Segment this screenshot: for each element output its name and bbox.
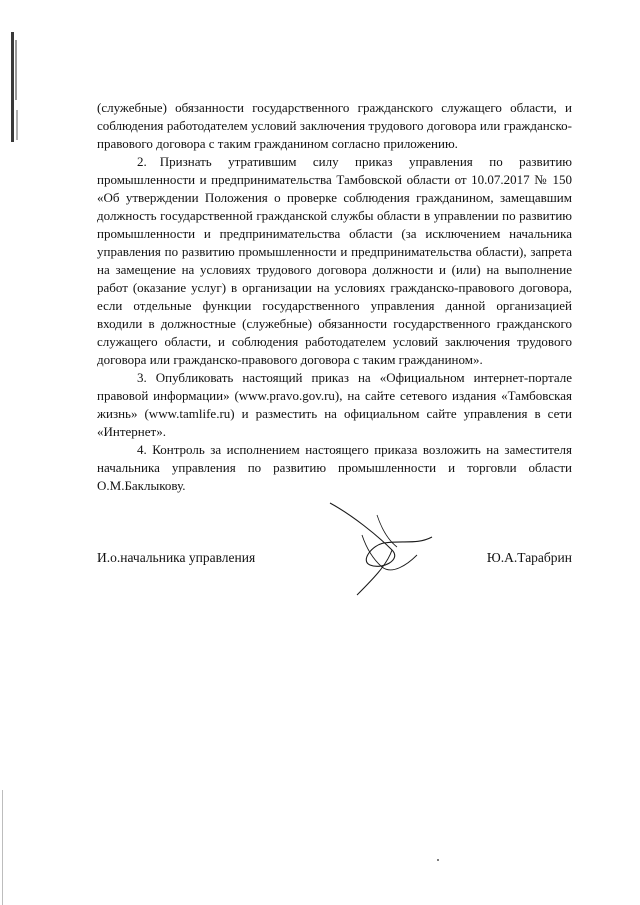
handwritten-signature (322, 495, 442, 605)
document-body (97, 99, 572, 495)
paragraph-item-4: 4. Контроль за исполнением настоящего приказа возложить на заместителя начальника управления по развитию промышленности и торговли области О.М.Баклыкову. (97, 442, 572, 493)
scan-edge-mark (10, 30, 20, 150)
signer-name: Ю.А.Тарабрин (486, 550, 572, 565)
scan-speck (437, 859, 439, 861)
paragraph-item-3: 3. Опубликовать настоящий приказ на «Официальном интернет-портале правовой информации» (www.pravo.gov.ru), на сайте сетевого издания «Тамбовская жизнь» (www.tamlife.ru) и разместить на официальном сайте управления в сети «Интернет». (97, 370, 572, 439)
paragraph-continuation: (служебные) обязанности государственного гражданского служащего области, и соблюдения работодателем условий заключения трудового договора или гражданско-правового договора с таким гражданином согласно приложению. (97, 100, 572, 151)
paragraph-item-2: 2. Признать утратившим силу приказ управления по развитию промышленности и предпринимательства Тамбовской области от 10.07.2017 № 150 «Об утверждении Положения о проверке соблюдения гражданином, замещавшим должность государственной гражданской службы области в управлении по развитию промышленности и предпринимательства области (за исключением начальника управления по развитию промышленности и предпринимательства области), запрета на замещение на условиях трудового договора должности и (или) на выполнение работ (оказание услуг) в организации на условиях гражданско-правового договора, если отдельные функции государственного управления данной организацией входили в должностные (служебные) обязанности государственного гражданского служащего области, и соблюдения работодателем условий заключения трудового договора или гражданско-правового договора с таким гражданином». (97, 154, 572, 367)
scan-edge-line (2, 790, 3, 905)
signer-title: И.о.начальника управления (97, 550, 256, 565)
signature-block (97, 500, 572, 610)
